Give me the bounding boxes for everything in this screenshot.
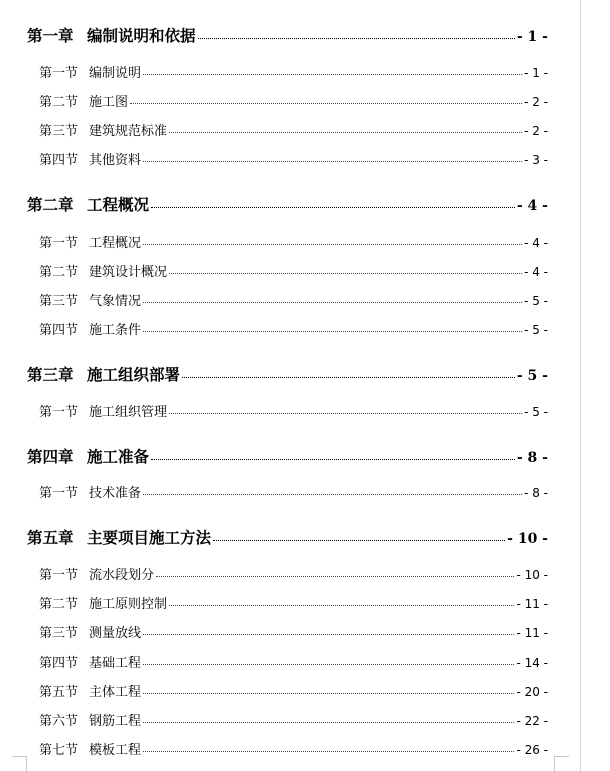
toc-section-entry[interactable] — [39, 290, 548, 309]
section-number: 第二节 — [39, 95, 79, 110]
toc-section-entry[interactable] — [39, 564, 548, 583]
toc-section-entry[interactable] — [39, 261, 548, 280]
page-number: - 5 - — [524, 294, 548, 308]
section-title: 施工图 — [89, 95, 129, 110]
dot-leader — [143, 663, 514, 665]
toc-section-entry[interactable] — [39, 681, 548, 700]
dot-leader — [151, 206, 515, 208]
section-number: 第四节 — [39, 323, 79, 338]
section-title: 编制说明 — [89, 66, 142, 81]
page-number: - 2 - — [524, 124, 548, 138]
toc-chapter-entry[interactable] — [27, 24, 548, 46]
section-number: 第一节 — [39, 486, 79, 501]
dot-leader — [182, 376, 515, 378]
dot-leader — [143, 330, 522, 332]
section-number: 第二节 — [39, 265, 79, 280]
section-number: 第四节 — [39, 656, 79, 671]
section-number: 第一节 — [39, 405, 79, 420]
page-number: - 14 - — [516, 656, 548, 670]
page-number: - 10 - — [516, 568, 548, 582]
section-number: 第五节 — [39, 685, 79, 700]
dot-leader — [130, 102, 522, 104]
chapter-number: 第三章 — [27, 365, 74, 384]
page-number: - 1 - — [516, 29, 548, 45]
page-number: - 20 - — [516, 685, 548, 699]
page-corner-mark — [554, 756, 569, 771]
dot-leader — [143, 243, 522, 245]
dot-leader — [143, 721, 514, 723]
section-title: 基础工程 — [89, 656, 142, 671]
toc-section-entry[interactable] — [39, 739, 548, 758]
page-corner-mark — [12, 756, 27, 771]
dot-leader — [198, 37, 515, 39]
dot-leader — [143, 633, 514, 635]
section-number: 第三节 — [39, 124, 79, 139]
page-number: - 1 - — [524, 66, 548, 80]
toc-section-entry[interactable] — [39, 710, 548, 729]
chapter-title: 工程概况 — [87, 195, 150, 214]
toc-section-entry[interactable] — [39, 91, 548, 110]
toc-section-entry[interactable] — [39, 593, 548, 612]
section-title: 技术准备 — [89, 486, 142, 501]
dot-leader — [143, 493, 522, 495]
section-number: 第三节 — [39, 626, 79, 641]
dot-leader — [143, 750, 514, 752]
section-number: 第一节 — [39, 66, 79, 81]
toc-section-entry[interactable] — [39, 232, 548, 251]
dot-leader — [143, 692, 514, 694]
toc-section-entry[interactable] — [39, 149, 548, 168]
dot-leader — [169, 412, 522, 414]
toc-section-entry[interactable] — [39, 401, 548, 420]
toc-chapter-entry[interactable] — [27, 445, 548, 467]
page-number: - 8 - — [516, 450, 548, 466]
section-title: 气象情况 — [89, 294, 142, 309]
toc-section-entry[interactable] — [39, 622, 548, 641]
section-number: 第一节 — [39, 568, 79, 583]
section-title: 建筑设计概况 — [89, 265, 168, 280]
page-number: - 22 - — [516, 714, 548, 728]
toc-section-entry[interactable] — [39, 482, 548, 501]
page-number: - 4 - — [516, 198, 548, 214]
toc-section-entry[interactable] — [39, 319, 548, 338]
section-number: 第一节 — [39, 236, 79, 251]
section-number: 第四节 — [39, 153, 79, 168]
page-number: - 2 - — [524, 95, 548, 109]
page-number: - 5 - — [516, 368, 548, 384]
dot-leader — [169, 131, 522, 133]
dot-leader — [143, 73, 522, 75]
dot-leader — [143, 301, 522, 303]
dot-leader — [169, 272, 522, 274]
section-number: 第七节 — [39, 743, 79, 758]
chapter-title: 施工准备 — [87, 447, 150, 466]
chapter-number: 第四章 — [27, 447, 74, 466]
chapter-number: 第二章 — [27, 195, 74, 214]
page-number: - 3 - — [524, 153, 548, 167]
section-title: 模板工程 — [89, 743, 142, 758]
section-number: 第六节 — [39, 714, 79, 729]
dot-leader — [151, 458, 515, 460]
section-title: 测量放线 — [89, 626, 142, 641]
toc-section-entry[interactable] — [39, 652, 548, 671]
dot-leader — [213, 539, 505, 541]
page-number: - 5 - — [524, 405, 548, 419]
page-number: - 4 - — [524, 236, 548, 250]
page-number: - 5 - — [524, 323, 548, 337]
section-title: 工程概况 — [89, 236, 142, 251]
section-title: 建筑规范标准 — [89, 124, 168, 139]
section-number: 第三节 — [39, 294, 79, 309]
page-number: - 11 - — [516, 626, 548, 640]
dot-leader — [169, 604, 514, 606]
section-number: 第二节 — [39, 597, 79, 612]
section-title: 施工组织管理 — [89, 405, 168, 420]
chapter-title: 编制说明和依据 — [87, 26, 196, 45]
toc-chapter-entry[interactable] — [27, 363, 548, 385]
section-title: 其他资料 — [89, 153, 142, 168]
page-edge-line — [580, 0, 581, 771]
page-number: - 10 - — [507, 531, 548, 547]
section-title: 施工条件 — [89, 323, 142, 338]
chapter-title: 主要项目施工方法 — [87, 528, 212, 547]
section-title: 施工原则控制 — [89, 597, 168, 612]
chapter-number: 第一章 — [27, 26, 74, 45]
dot-leader — [156, 575, 514, 577]
dot-leader — [143, 160, 522, 162]
page-number: - 26 - — [516, 743, 548, 757]
page-number: - 11 - — [516, 597, 548, 611]
toc-section-entry[interactable] — [39, 120, 548, 139]
section-title: 主体工程 — [89, 685, 142, 700]
chapter-title: 施工组织部署 — [87, 365, 181, 384]
chapter-number: 第五章 — [27, 528, 74, 547]
page-number: - 4 - — [524, 265, 548, 279]
section-title: 钢筋工程 — [89, 714, 142, 729]
toc-section-entry[interactable] — [39, 62, 548, 81]
page-number: - 8 - — [524, 486, 548, 500]
toc-chapter-entry[interactable] — [27, 526, 548, 548]
toc-chapter-entry[interactable] — [27, 193, 548, 215]
section-title: 流水段划分 — [89, 568, 155, 583]
